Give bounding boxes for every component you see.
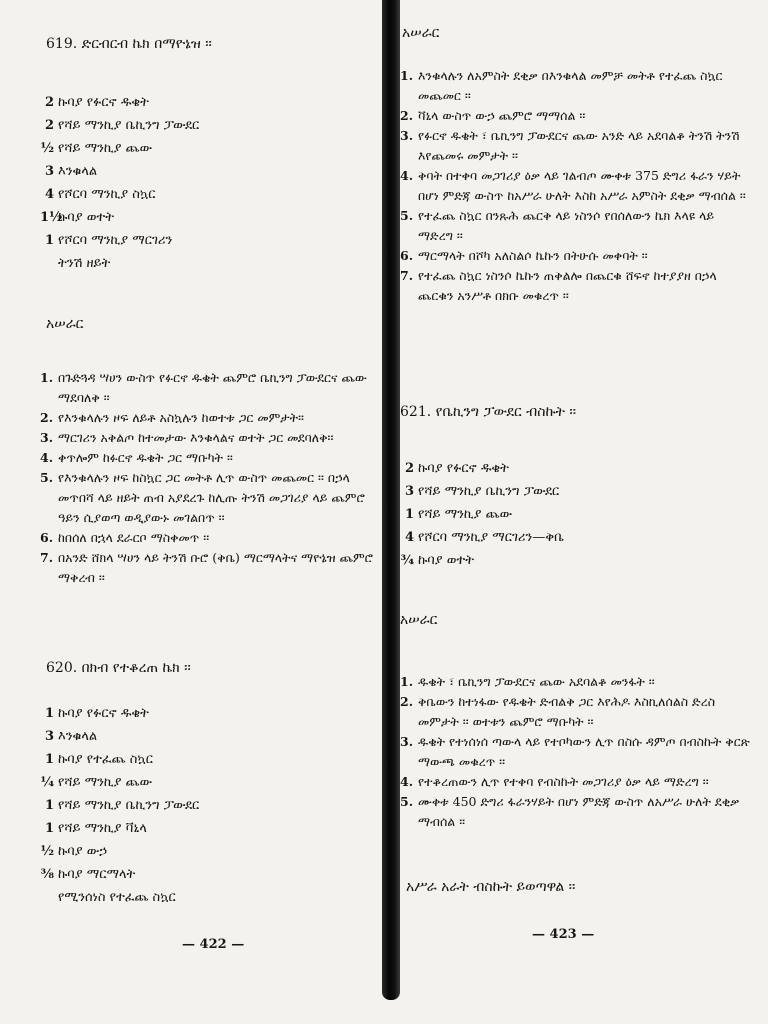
step-number: 5.	[400, 794, 414, 809]
step-number: 2.	[400, 108, 414, 123]
ingredient-row	[400, 550, 564, 573]
ingredient-qty: 1½	[40, 210, 63, 225]
step-text: ማርማላት በሾካ አለስልሶ ኬኩን በትሁሱ መቀባት ፡፡	[418, 248, 648, 263]
step-text: ከበሰለ በኋላ ደራርቦ ማስቀመጥ ፡፡	[58, 530, 210, 545]
step-number: 4.	[400, 774, 414, 789]
ingredient-list-621	[400, 458, 564, 573]
step-number: 1.	[400, 674, 414, 689]
ingredient-name: ኩባያ ወተት	[418, 553, 474, 568]
step-item	[400, 266, 752, 306]
ingredient-name: የሻይ ማንኪያ ቤኪንግ ፓውደር	[58, 798, 200, 813]
step-text: የፉርኖ ዱቄት ፣ ቤኪንግ ፓውደርና ጨው አንድ ላይ አደባልቆ ትንሽ ትንሽ እየጨመሩ መምታት ፡፡	[418, 128, 740, 163]
step-text: በአንድ ሸክላ ሣሀን ላይ ትንሽ ቡሮ (ቅቤ) ማርማላትና ማዮኔዝ ጨምሮ ማቅረብ ፡፡	[58, 550, 373, 585]
ingredient-row	[40, 253, 199, 276]
ingredient-row	[40, 115, 199, 138]
step-text: ቅባት በተቀባ መጋገሪያ ዕቃ ላይ ገልብጦ ሙቀቱ 375 ድግሪ ፋራን ሃይት በሆነ ምድጃ ውስጥ ከአሥራ ሁለት እስከ አሥራ አምስት ደቂቃ ማብሰል ፡፡	[418, 168, 746, 203]
step-text: የተፈጨ ስኳር ነስንሶ ኬኩን ጠቅልሎ በጨርቁ ሸፍኖ ከተያያዘ በኃላ ጨርቁን አንሥቶ በክቡ መቁረጥ ፡፡	[418, 268, 717, 303]
step-item	[400, 692, 752, 732]
step-item	[40, 408, 376, 428]
ingredient-row	[40, 749, 199, 772]
ingredient-row	[40, 772, 199, 795]
ingredient-row	[40, 207, 199, 230]
step-item	[400, 672, 752, 692]
step-number: 7.	[40, 550, 54, 565]
ingredient-qty: 1	[44, 821, 54, 836]
ingredient-qty: ¼	[40, 775, 54, 790]
yield-note: አሥራ አራት ብስኩት ይወጣዋል ፡፡	[406, 879, 576, 895]
step-number: 7.	[400, 268, 414, 283]
ingredient-qty: 2	[44, 118, 54, 133]
ingredient-row	[40, 795, 199, 818]
ingredient-row	[400, 504, 564, 527]
ingredient-name: የሾርባ ማንኪያ ስኳር	[58, 187, 156, 202]
ingredient-name: የሻይ ማንኪያ ቤኪንግ ፓውደር	[418, 484, 560, 499]
step-text: የእንቁላሉን ዞፍ ለይቶ አስኳሉን ከወተቱ ጋር መምታት፡፡	[58, 410, 304, 425]
ingredient-name: ትንሽ ዘይት	[58, 256, 111, 271]
ingredient-name: ኩባያ የተፈጨ ስኳር	[58, 752, 153, 767]
ingredient-qty	[40, 253, 54, 276]
step-number: 2.	[40, 410, 54, 425]
step-list-620	[400, 66, 752, 306]
ingredient-row	[40, 92, 199, 115]
ingredient-qty: 1	[44, 706, 54, 721]
step-text: ዱቄት የተነሰነሰ ጣውላ ላይ የተቦካውን ሊጥ በስሱ ዳምጦ በብስኩት ቅርጽ ማውጫ መቁረጥ ፡፡	[418, 734, 750, 769]
ingredient-qty	[40, 887, 54, 910]
ingredient-qty: 4	[44, 187, 54, 202]
step-item	[400, 792, 752, 832]
ingredient-row	[40, 864, 199, 887]
recipe-title-620: 620. በክብ የተቆረጠ ኬክ ፡፡	[46, 660, 191, 676]
step-item	[40, 428, 376, 448]
ingredient-row	[40, 887, 199, 910]
page-number-right: — 423 —	[532, 927, 595, 942]
ingredient-row	[40, 703, 199, 726]
step-text: በጉድጓዳ ሣሀን ውስጥ የፉርኖ ዱቄት ጨምሮ ቤኪንግ ፓውደርና ጨው ማደባለቅ ፡፡	[58, 370, 367, 405]
step-item	[400, 166, 752, 206]
step-item	[400, 126, 752, 166]
step-number: 5.	[400, 208, 414, 223]
ingredient-name: ኩባያ የፉርኖ ዱቄት	[418, 461, 509, 476]
step-item	[400, 246, 752, 266]
method-heading-620: አሠራር	[402, 25, 440, 41]
step-text: ማርገሪን አቅልጦ ከተመታው እንቁላልና ወተት ጋር መደባለቅ፡፡	[58, 430, 334, 445]
ingredient-qty: ¾	[400, 553, 414, 568]
step-number: 5.	[40, 470, 54, 485]
ingredient-list-620	[40, 703, 199, 910]
step-item	[40, 448, 376, 468]
ingredient-qty: 3	[44, 729, 54, 744]
step-item	[400, 66, 752, 106]
step-text: ቀጥሎም ከፉርኖ ዱቄት ጋር ማቡካት ፡፡	[58, 450, 233, 465]
ingredient-qty: 1	[44, 798, 54, 813]
step-item	[400, 206, 752, 246]
step-list-619	[40, 368, 376, 588]
ingredient-row	[400, 481, 564, 504]
step-item	[400, 732, 752, 772]
step-text: ቅቤውን ከተነፋው የዱቄት ድብልቅ ጋር እየሕዶ እስኪለሰልስ ድረስ መምታት ፡፡ ወተቱን ጨምሮ ማቡካት ፡፡	[418, 694, 716, 729]
right-page	[400, 0, 768, 1024]
ingredient-row	[40, 184, 199, 207]
step-item	[40, 548, 376, 588]
ingredient-name: እንቁላል	[58, 164, 98, 179]
ingredient-qty: 1	[44, 752, 54, 767]
step-number: 1.	[400, 68, 414, 83]
step-text: ዱቄት ፣ ቤኪንግ ፓውደርና ጨው አደባልቆ መንፋት ፡፡	[418, 674, 655, 689]
page-number-left: — 422 —	[182, 937, 245, 952]
ingredient-row	[40, 818, 199, 841]
step-number: 3.	[400, 128, 414, 143]
recipe-title-619: 619. ድርብርብ ኬክ በማዮኔዝ ፡፡	[46, 36, 212, 52]
step-text: ቫኒላ ውስጥ ውኃ ጨምሮ ማማሰል ፡፡	[418, 108, 586, 123]
ingredient-row	[400, 527, 564, 550]
step-text: የተፈጨ ስኳር በንጹሕ ጨርቅ ላይ ነስንሶ የበሰለውን ኬክ እላዩ ላይ ማድረግ ፡፡	[418, 208, 715, 243]
ingredient-row	[40, 726, 199, 749]
ingredient-name: የሻይ ማንኪያ ጨው	[58, 775, 153, 790]
ingredient-qty: ½	[40, 141, 54, 156]
step-item	[400, 772, 752, 792]
ingredient-qty: 2	[44, 95, 54, 110]
ingredient-name: ኩባያ የፉርኖ ዱቄት	[58, 95, 149, 110]
step-number: 3.	[40, 430, 54, 445]
step-text: የተቆረጠውን ሊጥ የተቀባ የብስኩት መጋገሪያ ዕቃ ላይ ማድረግ ፡፡	[418, 774, 709, 789]
step-number: 1.	[40, 370, 54, 385]
ingredient-name: የሾርባ ማንኪያ ማርገሪን—ቅቤ	[418, 530, 564, 545]
step-text: የእንቁላሉን ዞፍ ከስኳር ጋር መትቶ ሊጥ ውስጥ መጨመር ፡፡ በኃላ መጥበሻ ላይ ዘይት ጠብ አያደረጉ ከሊጡ ትንሽ መጋገሪያ ላይ ጨምሮ ዓይን ሲያወጣ ወዲያውኑ መገልበጥ ፡፡	[58, 470, 365, 525]
ingredient-name: ኩባያ የፉርኖ ዱቄት	[58, 706, 149, 721]
ingredient-name: የሻይ ማንኪያ ቤኪንግ ፓውደር	[58, 118, 200, 133]
ingredient-list-619	[40, 92, 199, 276]
step-number: 2.	[400, 694, 414, 709]
ingredient-qty: 2	[404, 461, 414, 476]
step-item	[40, 368, 376, 408]
ingredient-name: ኩባያ ውኃ	[58, 844, 108, 859]
ingredient-row	[40, 841, 199, 864]
ingredient-row	[40, 230, 199, 253]
step-list-621	[400, 672, 752, 832]
recipe-title-621: 621. የቤኪንግ ፓውደር ብስኩት ፡፡	[400, 404, 577, 420]
ingredient-qty: 1	[404, 507, 414, 522]
ingredient-qty: 3	[404, 484, 414, 499]
ingredient-name: የሚንሰነስ የተፈጨ ስኳር	[58, 890, 176, 905]
step-text: እንቁላሉን ለአምስት ደቂቃ በእንቁላል መምቻ መትቶ የተፈጨ ስኳር መጨመር ፡፡	[418, 68, 723, 103]
ingredient-name: የሻይ ማንኪያ ጨው	[58, 141, 153, 156]
ingredient-row	[40, 161, 199, 184]
step-number: 4.	[400, 168, 414, 183]
ingredient-name: የሾርባ ማንኪያ ማርገሪን	[58, 233, 173, 248]
ingredient-qty: ½	[40, 844, 54, 859]
step-number: 6.	[40, 530, 54, 545]
ingredient-qty: 1	[44, 233, 54, 248]
ingredient-qty: 4	[404, 530, 414, 545]
ingredient-row	[400, 458, 564, 481]
ingredient-name: የሻይ ማንኪያ ጨው	[418, 507, 513, 522]
ingredient-name: ኩባያ ማርማላት	[58, 867, 136, 882]
method-heading-619: አሠራር	[46, 316, 84, 332]
ingredient-name: ኩባያ ወተት	[58, 210, 114, 225]
step-item	[400, 106, 752, 126]
step-text: ሙቀቱ 450 ድግሪ ፋራንሃይት በሆነ ምድጃ ውስጥ ለአሥራ ሁለት ደቂቃ ማብሰል ፡፡	[418, 794, 740, 829]
ingredient-name: እንቁላል	[58, 729, 98, 744]
step-number: 4.	[40, 450, 54, 465]
ingredient-qty: ⅜	[40, 867, 54, 882]
method-heading-621: አሠራር	[400, 612, 438, 628]
step-number: 3.	[400, 734, 414, 749]
ingredient-row	[40, 138, 199, 161]
ingredient-qty: 3	[44, 164, 54, 179]
step-item	[40, 528, 376, 548]
step-item	[40, 468, 376, 528]
ingredient-name: የሻይ ማንኪያ ቫኒላ	[58, 821, 147, 836]
step-number: 6.	[400, 248, 414, 263]
